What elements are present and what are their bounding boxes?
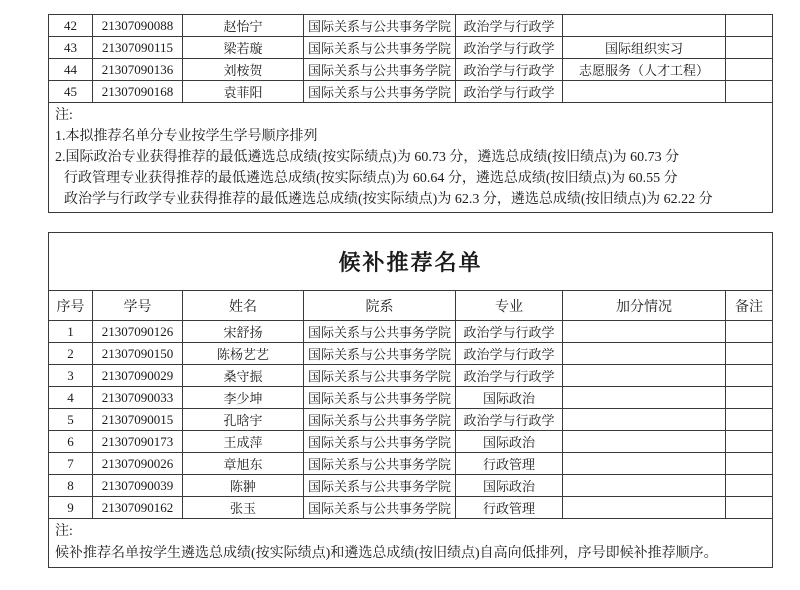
waitlist-table-body — [49, 321, 773, 519]
note-label: 注: — [55, 108, 73, 123]
cell-no: 44 — [49, 59, 93, 81]
cell-remark — [726, 37, 773, 59]
cell-remark — [726, 81, 773, 103]
cell-bonus — [563, 365, 726, 387]
cell-remark — [726, 409, 773, 431]
cell-dept: 国际关系与公共事务学院 — [304, 431, 456, 453]
cell-name: 梁若璇 — [183, 37, 304, 59]
cell-id: 21307090033 — [93, 387, 183, 409]
cell-major: 国际政治 — [456, 431, 563, 453]
table-row — [49, 15, 773, 37]
cell-bonus — [563, 475, 726, 497]
cell-remark — [726, 475, 773, 497]
note-row — [49, 103, 773, 213]
cell-dept: 国际关系与公共事务学院 — [304, 15, 456, 37]
cell-dept: 国际关系与公共事务学院 — [304, 453, 456, 475]
cell-dept: 国际关系与公共事务学院 — [304, 475, 456, 497]
note-line-2: 2.国际政治专业获得推荐的最低遴选总成绩(按实际绩点)为 60.73 分，遴选总成绩(按旧绩点)为 60.73 分 — [55, 150, 680, 165]
column-header: 姓名 — [183, 291, 304, 321]
cell-id: 21307090162 — [93, 497, 183, 519]
cell-major: 政治学与行政学 — [456, 37, 563, 59]
cell-bonus — [563, 453, 726, 475]
cell-dept: 国际关系与公共事务学院 — [304, 365, 456, 387]
table-row — [49, 387, 773, 409]
cell-name: 孔晗宇 — [183, 409, 304, 431]
cell-name: 赵怡宁 — [183, 15, 304, 37]
cell-no: 7 — [49, 453, 93, 475]
cell-id: 21307090168 — [93, 81, 183, 103]
cell-id: 21307090150 — [93, 343, 183, 365]
waitlist-note-row — [49, 519, 773, 568]
cell-no: 45 — [49, 81, 93, 103]
cell-dept: 国际关系与公共事务学院 — [304, 497, 456, 519]
cell-name: 袁菲阳 — [183, 81, 304, 103]
cell-major: 行政管理 — [456, 497, 563, 519]
waitlist-title-row — [49, 233, 773, 291]
cell-remark — [726, 321, 773, 343]
cell-dept: 国际关系与公共事务学院 — [304, 409, 456, 431]
cell-dept: 国际关系与公共事务学院 — [304, 59, 456, 81]
cell-id: 21307090088 — [93, 15, 183, 37]
cell-bonus — [563, 81, 726, 103]
cell-bonus — [563, 497, 726, 519]
cell-bonus — [563, 15, 726, 37]
cell-no: 4 — [49, 387, 93, 409]
note-line-4: 政治学与行政学专业获得推荐的最低遴选总成绩(按实际绩点)为 62.3 分，遴选总成绩(按旧绩点)为 62.22 分 — [64, 192, 713, 207]
cell-major: 政治学与行政学 — [456, 409, 563, 431]
cell-major: 政治学与行政学 — [456, 15, 563, 37]
cell-remark — [726, 497, 773, 519]
table-row — [49, 475, 773, 497]
cell-no: 9 — [49, 497, 93, 519]
note-line-3: 行政管理专业获得推荐的最低遴选总成绩(按实际绩点)为 60.64 分，遴选总成绩(按旧绩点)为 60.55 分 — [64, 171, 678, 186]
cell-bonus — [563, 321, 726, 343]
table-row — [49, 321, 773, 343]
waitlist-title: 候补推荐名单 — [49, 233, 773, 291]
waitlist-note-label: 注: — [55, 524, 73, 539]
column-header: 序号 — [49, 291, 93, 321]
table-row — [49, 497, 773, 519]
cell-id: 21307090026 — [93, 453, 183, 475]
table-row — [49, 409, 773, 431]
cell-name: 李少坤 — [183, 387, 304, 409]
waitlist-header-row — [49, 291, 773, 321]
cell-bonus — [563, 409, 726, 431]
cell-dept: 国际关系与公共事务学院 — [304, 37, 456, 59]
cell-no: 6 — [49, 431, 93, 453]
cell-dept: 国际关系与公共事务学院 — [304, 81, 456, 103]
table-row — [49, 81, 773, 103]
cell-bonus: 志愿服务（人才工程） — [563, 59, 726, 81]
cell-remark — [726, 15, 773, 37]
cell-major: 行政管理 — [456, 453, 563, 475]
cell-remark — [726, 431, 773, 453]
cell-name: 刘桉贺 — [183, 59, 304, 81]
table-row — [49, 453, 773, 475]
recommendation-note — [49, 103, 773, 213]
cell-no: 5 — [49, 409, 93, 431]
cell-name: 宋舒扬 — [183, 321, 304, 343]
cell-no: 3 — [49, 365, 93, 387]
cell-name: 章旭东 — [183, 453, 304, 475]
table-row — [49, 59, 773, 81]
cell-no: 42 — [49, 15, 93, 37]
cell-no: 8 — [49, 475, 93, 497]
cell-remark — [726, 365, 773, 387]
cell-id: 21307090126 — [93, 321, 183, 343]
cell-name: 陈翀 — [183, 475, 304, 497]
note-line-1: 1.本拟推荐名单分专业按学生学号顺序排列 — [55, 129, 318, 144]
table-row — [49, 431, 773, 453]
cell-id: 21307090029 — [93, 365, 183, 387]
cell-name: 王成萍 — [183, 431, 304, 453]
column-header: 学号 — [93, 291, 183, 321]
cell-id: 21307090115 — [93, 37, 183, 59]
cell-dept: 国际关系与公共事务学院 — [304, 387, 456, 409]
cell-name: 桑守振 — [183, 365, 304, 387]
waitlist-note — [49, 519, 773, 568]
column-header: 备注 — [726, 291, 773, 321]
cell-major: 政治学与行政学 — [456, 81, 563, 103]
cell-major: 国际政治 — [456, 475, 563, 497]
table-row — [49, 343, 773, 365]
cell-remark — [726, 59, 773, 81]
recommendation-table-body — [49, 15, 773, 103]
cell-id: 21307090136 — [93, 59, 183, 81]
waitlist-table — [48, 232, 773, 568]
column-header: 院系 — [304, 291, 456, 321]
table-row — [49, 37, 773, 59]
cell-major: 政治学与行政学 — [456, 343, 563, 365]
cell-major: 政治学与行政学 — [456, 321, 563, 343]
column-header: 专业 — [456, 291, 563, 321]
cell-remark — [726, 387, 773, 409]
cell-id: 21307090173 — [93, 431, 183, 453]
cell-bonus: 国际组织实习 — [563, 37, 726, 59]
cell-dept: 国际关系与公共事务学院 — [304, 343, 456, 365]
cell-major: 国际政治 — [456, 387, 563, 409]
cell-major: 政治学与行政学 — [456, 365, 563, 387]
cell-no: 1 — [49, 321, 93, 343]
cell-bonus — [563, 387, 726, 409]
waitlist-note-text: 候补推荐名单按学生遴选总成绩(按实际绩点)和遴选总成绩(按旧绩点)自高向低排列，序号即候补推荐顺序。 — [55, 546, 718, 561]
cell-no: 2 — [49, 343, 93, 365]
cell-remark — [726, 343, 773, 365]
cell-bonus — [563, 343, 726, 365]
cell-no: 43 — [49, 37, 93, 59]
cell-name: 陈杨艺艺 — [183, 343, 304, 365]
column-header: 加分情况 — [563, 291, 726, 321]
table-row — [49, 365, 773, 387]
recommendation-table — [48, 14, 773, 213]
cell-bonus — [563, 431, 726, 453]
cell-name: 张玉 — [183, 497, 304, 519]
cell-dept: 国际关系与公共事务学院 — [304, 321, 456, 343]
cell-major: 政治学与行政学 — [456, 59, 563, 81]
cell-id: 21307090015 — [93, 409, 183, 431]
cell-id: 21307090039 — [93, 475, 183, 497]
cell-remark — [726, 453, 773, 475]
